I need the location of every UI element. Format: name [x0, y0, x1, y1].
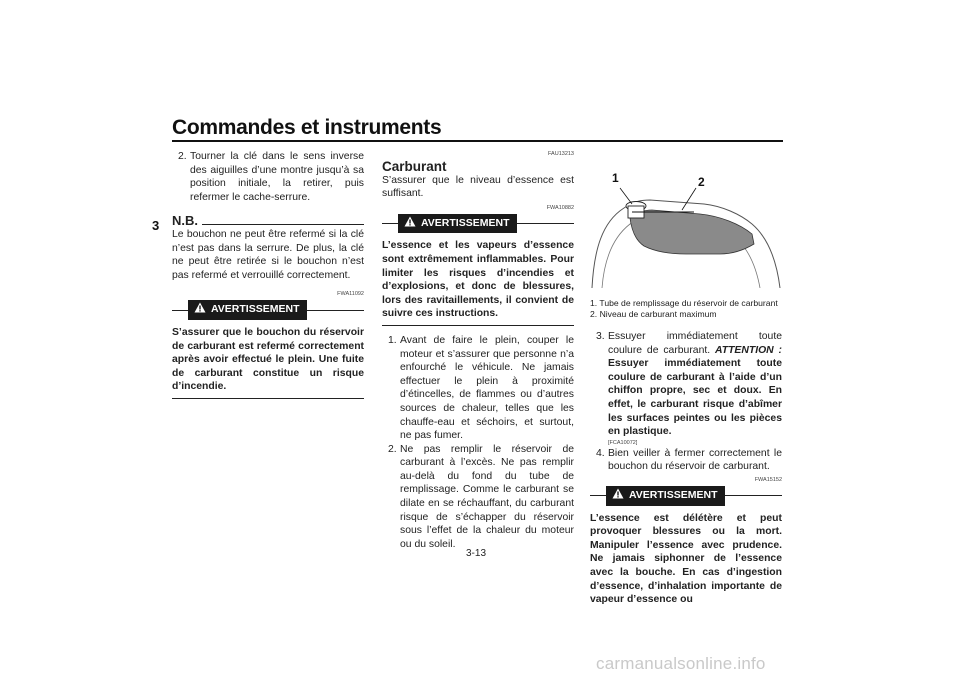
- warning-end-rule: [382, 325, 574, 326]
- warning-badge: [188, 300, 307, 320]
- header-rule: [172, 140, 783, 142]
- warning-triangle-icon: [612, 488, 624, 504]
- page-title: Commandes et instruments: [172, 116, 442, 139]
- fuel-tank-illustration: [590, 170, 782, 288]
- step-2-item: [172, 150, 364, 204]
- step-3-item: 3. Essuyer immédiatement toute coulure de carburant. ATTENTION : Essuyer immédiatement toute coulure de carburant à l’aide d’un chiffon propre, sec et doux. En effet, le carburant risque d’abîmer les surfaces peintes ou les pièces en plastique. [FCA10072]: [596, 331, 782, 446]
- list-item: 2. Ne pas remplir le réservoir de carburant à l’excès. Ne pas remplir au-delà du fond du tube de remplissage. Comme le carburant se dilate en se réchauffant, du carburant risque de s’échapper du réservoir sous l’effet de la chaleur du moteur ou du soleil.: [388, 443, 574, 550]
- warning-heading: [590, 486, 782, 506]
- warning-code: FWA10882: [546, 204, 574, 211]
- nb-rule: [202, 224, 364, 225]
- warning-label: AVERTISSEMENT: [211, 303, 300, 316]
- warning-heading: [382, 214, 574, 234]
- nb-label: N.B.: [172, 213, 198, 229]
- column-3: [590, 166, 782, 607]
- warning-badge: [398, 214, 517, 234]
- nb-text: Le bouchon ne peut être refermé si la clé n’est pas dans la serrure. De plus, la clé ne peut être retirée si le bouchon n’est pas refermé et verrouillé correctement.: [172, 228, 364, 281]
- warning-code: FWA15152: [754, 476, 782, 483]
- list-item: 1. Avant de faire le plein, couper le moteur et s’assurer que personne n’a enfourché le véhicule. Ne jamais effectuer le plein à proximité d’étincelles, de flammes ou d’autres sources de chaleur, telles que les chauffe-eau et séchoirs, et surtout, ne pas fumer.: [388, 334, 574, 442]
- instruction-list: [382, 334, 574, 552]
- figure-label-2: 2: [698, 175, 705, 189]
- step-2-number: 2.: [178, 151, 187, 162]
- warning-text: L’essence et les vapeurs d’essence sont extrêmement inflammables. Pour limiter les risques d’incendies et d’explosions, et donc de blessures, lors des ravitaillements, il convient de suivre ces instructions.: [382, 240, 574, 320]
- warning-text: L’essence est délétère et peut provoquer blessures ou la mort. Manipuler l’essence avec prudence. Ne jamais siphonner de l’essence avec la bouche. En cas d’ingestion d’essence, d’inhalation importante de vapeur d’essence ou: [590, 512, 782, 606]
- step-3-text: Essuyer immédiatement toute coulure de carburant.: [608, 331, 782, 356]
- watermark: carmanualsonline.info: [596, 654, 766, 673]
- warning-heading: [172, 300, 364, 320]
- column-1: [172, 150, 364, 399]
- nb-heading: [172, 214, 364, 228]
- section-code: FAU13213: [548, 151, 574, 157]
- chapter-tab: 3: [152, 218, 160, 233]
- page-number: 3-13: [466, 548, 487, 559]
- section-title: Carburant: [382, 159, 447, 174]
- caution-text: Essuyer immédiatement toute coulure de carburant à l’aide d’un chiffon propre, sec et doux. En effet, le carburant risque d’abîmer les surfaces peintes ou les pièces en plastique.: [608, 358, 782, 438]
- warning-triangle-icon: [194, 302, 206, 318]
- warning-label: AVERTISSEMENT: [421, 216, 510, 229]
- warning-triangle-icon: [404, 216, 416, 232]
- section-intro: S’assurer que le niveau d’essence est suffisant.: [382, 174, 574, 200]
- warning-badge: [606, 486, 725, 506]
- step-2-text: Tourner la clé dans le sens inverse des aiguilles d’une montre jusqu’à sa position initiale, la retirer, puis refermer le cache-serrure.: [190, 151, 364, 203]
- figure-captions: [590, 298, 782, 320]
- warning-label: AVERTISSEMENT: [629, 488, 718, 501]
- column-2: [382, 150, 574, 551]
- fuel-tank-figure: [590, 170, 782, 288]
- figure-label-1: 1: [612, 171, 619, 185]
- caution-code: [FCA10072]: [608, 439, 638, 446]
- warning-text: S’assurer que le bouchon du réservoir de carburant est refermé correctement après avoir effectué le plein. Une fuite de carburant constitue un risque d’incendie.: [172, 326, 364, 393]
- warning-code: FWA11092: [337, 291, 364, 298]
- caution-label: ATTENTION :: [715, 344, 782, 356]
- caption-item: 1. Tube de remplissage du réservoir de carburant: [590, 298, 778, 308]
- caption-item: 2. Niveau de carburant maximum: [590, 309, 717, 319]
- step-4-item: 4. Bien veiller à fermer correctement le bouchon du réservoir de carburant.: [596, 447, 782, 473]
- step-4-text: Bien veiller à fermer correctement le bouchon du réservoir de carburant.: [608, 447, 782, 473]
- warning-end-rule: [172, 398, 364, 399]
